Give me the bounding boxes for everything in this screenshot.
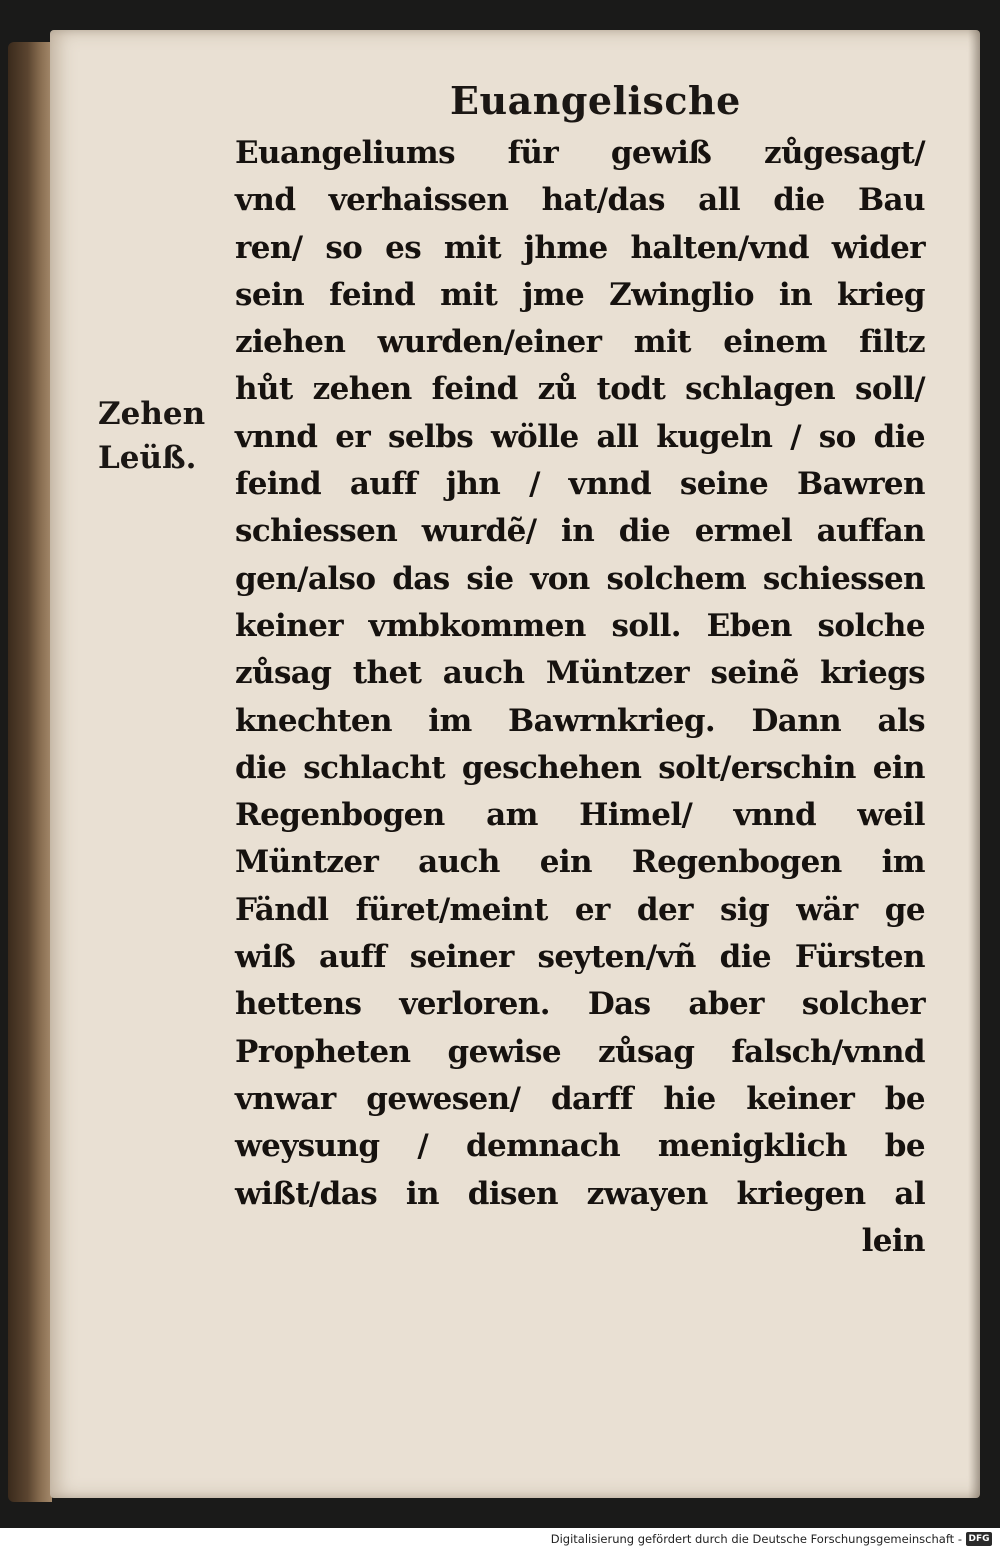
text-line: Regenbogen am Himel/ vnnd weil <box>235 797 925 834</box>
text-line: Euangeliums für gewiß zůgesagt/ <box>235 135 925 171</box>
footer-bar <box>0 1528 1000 1550</box>
page-edge-shadow <box>968 30 980 1498</box>
text-line: hůt zehen feind zů todt schlagen soll/ <box>235 371 925 408</box>
text-line: zůsag thet auch Müntzer seinẽ kriegs <box>235 655 925 692</box>
text-line: vnnd er selbs wölle all kugeln / so die <box>235 418 925 455</box>
catchword: lein <box>861 1222 925 1259</box>
text-line: knechten im Bawrnkrieg. Dann als <box>235 702 925 739</box>
text-line: gen/also das sie von solchem schiessen <box>235 560 925 597</box>
text-line: ren/ so es mit jhme halten/vnd wider <box>235 229 925 266</box>
margin-note <box>98 392 205 480</box>
text-line: Müntzer auch ein Regenbogen im <box>235 844 925 881</box>
text-line: die schlacht geschehen solt/erschin ein <box>235 749 925 786</box>
text-line: ziehen wurden/einer mit einem filtz <box>235 324 925 361</box>
text-line: wiß auff seiner seyten/vñ die Fürsten <box>235 939 925 976</box>
text-line: Fändl füret/meint er der sig wär ge <box>235 891 925 928</box>
book-spine <box>8 42 52 1502</box>
body-text <box>235 130 925 1265</box>
margin-note-line: Leüß. <box>98 440 197 476</box>
text-line: Propheten gewise zůsag falsch/vnnd <box>235 1033 925 1070</box>
text-line: hettens verloren. Das aber solcher <box>235 986 925 1023</box>
running-head: Euangelische <box>450 78 741 123</box>
text-line: vnwar gewesen/ darff hie keiner be <box>235 1080 925 1117</box>
text-line: weysung / demnach menigklich be <box>235 1128 925 1165</box>
text-line: keiner vmbkommen soll. Eben solche <box>235 607 925 644</box>
text-line: wißt/das in disen zwayen kriegen al <box>235 1175 925 1212</box>
margin-note-line: Zehen <box>98 396 206 432</box>
text-line: feind auff jhn / vnnd seine Bawren <box>235 466 925 503</box>
funding-notice: Digitalisierung gefördert durch die Deutsche Forschungsgemeinschaft - <box>550 1532 962 1546</box>
text-line: sein feind mit jme Zwinglio in krieg <box>235 276 925 313</box>
text-line: schiessen wurdẽ/ in die ermel auffan <box>235 513 925 550</box>
text-line: vnd verhaissen hat/das all die Bau <box>235 182 925 219</box>
dfg-logo-icon: DFG <box>966 1532 992 1546</box>
